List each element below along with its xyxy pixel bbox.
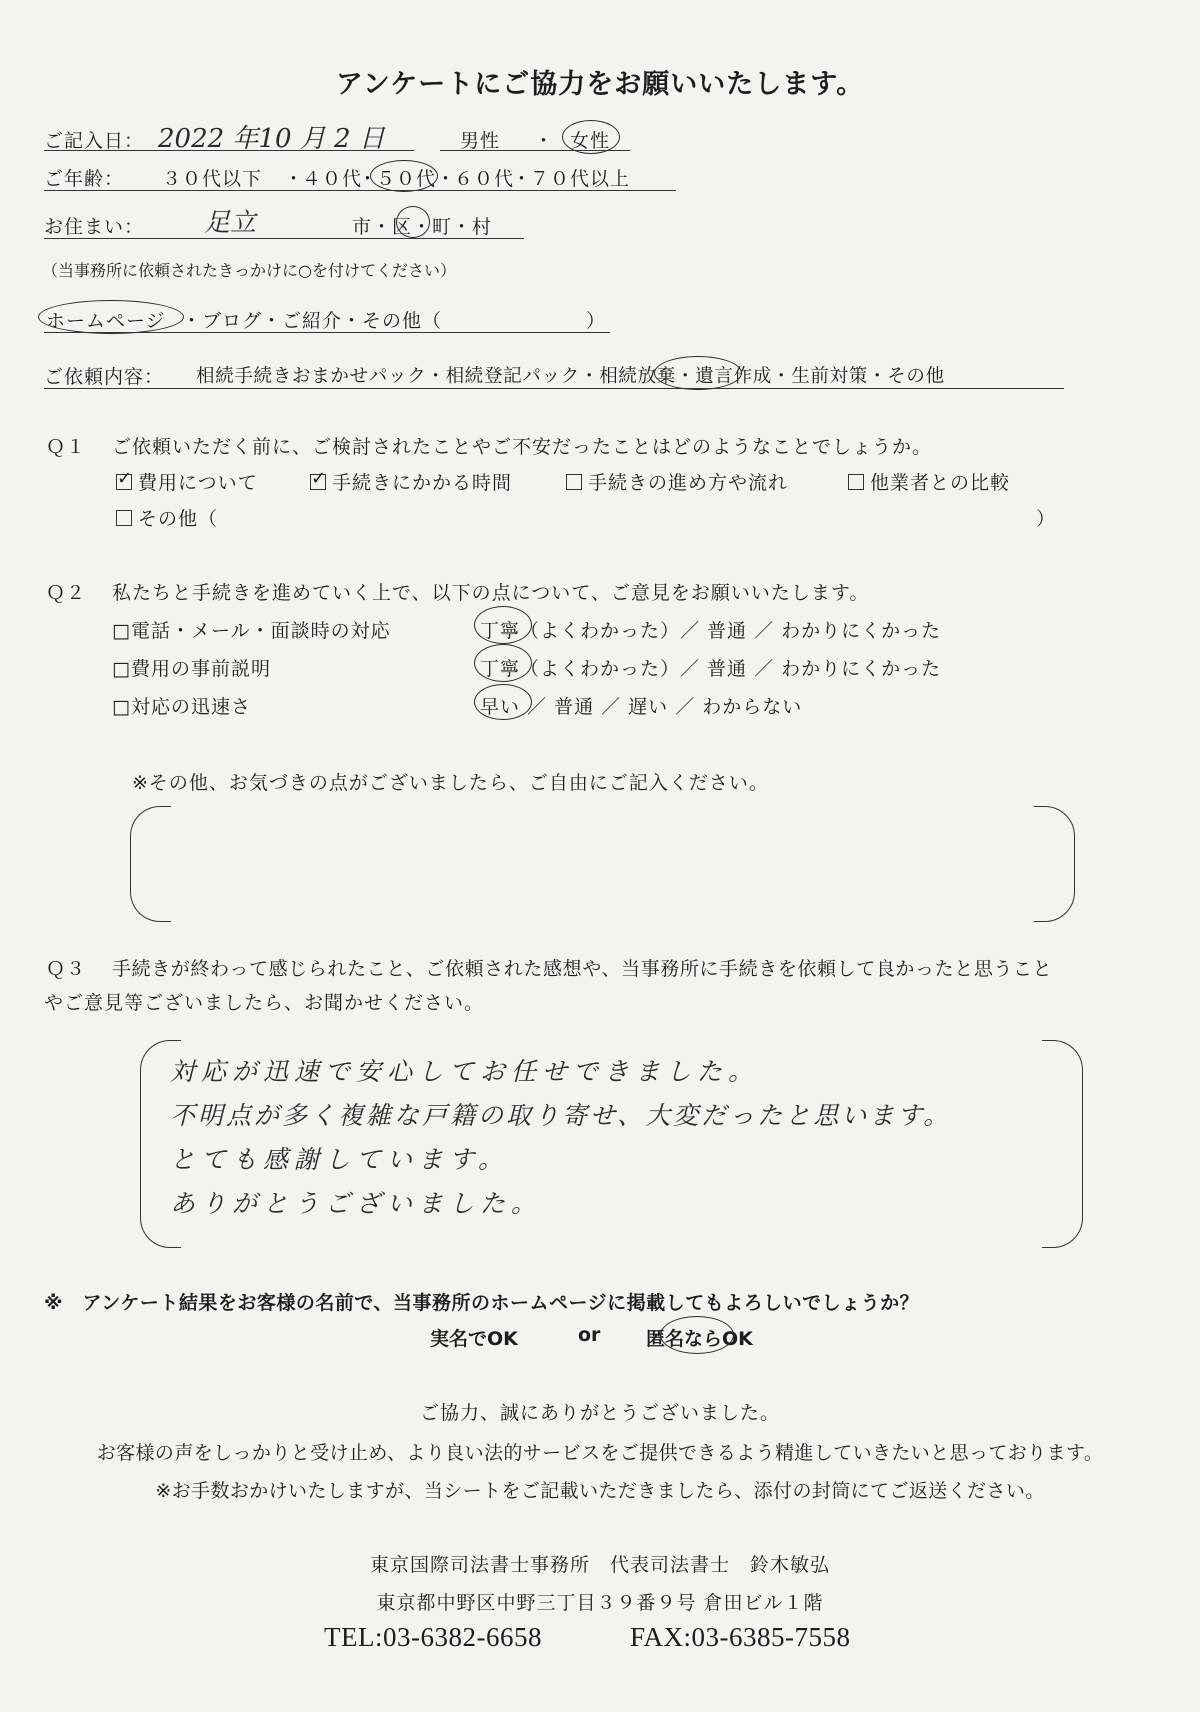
request-label: ご依頼内容： [44, 366, 165, 388]
q3-question-line1: 手続きが終わって感じられたこと、ご依頼された感想や、当事務所に手続きを依頼して良かったと思うこと [112, 958, 1053, 980]
gender-male[interactable]: 男性 [460, 130, 501, 152]
q1-other-close: ） [1036, 508, 1057, 530]
age-70plus[interactable]: ７０代以上 [530, 168, 631, 190]
gender-female[interactable]: 女性 [570, 130, 611, 152]
office-address: 東京都中野区中野三丁目３９番９号 倉田ビル１階 [376, 1592, 824, 1614]
q1-option-process[interactable]: 手続きの進め方や流れ [566, 468, 788, 495]
q2-question: 私たちと手続きを進めていく上で、以下の点について、ご意見をお願いいたします。 [112, 582, 870, 604]
q2-row2-selection-circle [474, 644, 532, 682]
publish-or: or [578, 1324, 601, 1346]
request-options[interactable]: 相続手続きおまかせパック・相続登記パック・相続放棄・遺言作成・生前対策・その他 [196, 366, 945, 387]
checkbox-icon[interactable] [116, 474, 132, 490]
office-name: 東京国際司法書士事務所 代表司法書士 鈴木敏弘 [369, 1554, 830, 1576]
address-label: お住まい： [44, 216, 145, 238]
trigger-note: （当事務所に依頼されたきっかけに○を付けてください） [42, 261, 456, 280]
office-tel: TEL:03-6382-6658 [324, 1622, 542, 1652]
trigger-homepage[interactable]: ホームページ [46, 310, 166, 332]
gender-selection-circle [562, 120, 620, 154]
q2-row3-selection-circle [474, 684, 532, 720]
address-type-options[interactable]: 市・区・町・村 [352, 216, 493, 238]
q2-row-label: □費用の事前説明 [112, 658, 271, 680]
q2-free-note: ※その他、お気づきの点がございましたら、ご自由にご記入ください。 [132, 772, 769, 794]
q1-option-compare[interactable]: 他業者との比較 [848, 468, 1010, 495]
trigger-close-paren: ） [586, 310, 607, 332]
publish-anonymous-ok[interactable]: 匿名ならOK [646, 1328, 753, 1350]
publish-real-name-ok[interactable]: 実名でOK [430, 1328, 518, 1350]
footer-thanks: ご協力、誠にありがとうございました。 [419, 1402, 780, 1424]
footer-return-note: ※お手数おかけいたしますが、当シートをご記載いただきましたら、添付の封筒にてご返送ください。 [155, 1480, 1045, 1502]
checkbox-icon[interactable] [848, 474, 864, 490]
q3-answer-text-area[interactable] [170, 1050, 1050, 1240]
q2-row1-selection-circle [474, 606, 532, 644]
q1-option-cost[interactable]: ✓費用について [116, 468, 258, 495]
checkbox-icon[interactable] [116, 510, 132, 526]
q2-row-label: □対応の迅速さ [112, 696, 251, 718]
office-fax: FAX:03-6385-7558 [630, 1622, 851, 1652]
q3-answer-line: 対応が迅速で安心してお任せできました。 [170, 1057, 760, 1086]
q2-number: Ｑ２ [46, 582, 87, 604]
trigger-other-options[interactable]: ・ブログ・ご紹介・その他（ [182, 310, 443, 332]
q3-question-line2: やご意見等ございましたら、お聞かせください。 [44, 992, 485, 1014]
checkbox-icon[interactable] [566, 474, 582, 490]
q1-option-other[interactable]: その他（ [116, 504, 218, 531]
page-title: アンケートにご協力をお願いいたします。 [335, 69, 865, 100]
q2-free-box-left [130, 806, 171, 922]
age-60s[interactable]: ６０代 [454, 168, 515, 190]
q2-row-answer[interactable]: 丁寧（よくわかった）／ 普通 ／ わかりにくかった [480, 620, 942, 642]
request-selection-circle [654, 356, 742, 390]
age-40s[interactable]: ４０代 [302, 168, 363, 190]
checkbox-icon[interactable] [310, 474, 326, 490]
q1-option-time[interactable]: ✓ 手続きにかかる時間 [310, 468, 512, 495]
publish-question: ※ アンケート結果をお客様の名前で、当事務所のホームページに掲載してもよろしいでしょうか？ [44, 1292, 920, 1314]
q2-row-answer[interactable]: 丁寧（よくわかった）／ 普通 ／ わかりにくかった [480, 658, 942, 680]
address-selection-circle [396, 206, 430, 238]
q2-row-answer[interactable]: 早い ／ 普通 ／ 遅い ／ わからない [480, 696, 803, 718]
q2-free-box-right [1034, 806, 1075, 922]
footer-message: お客様の声をしっかりと受け止め、より良い法的サービスをご提供できるよう精進していきたいと思っております。 [96, 1442, 1104, 1464]
date-label: ご記入日： [44, 130, 145, 152]
q2-free-text-area[interactable] [180, 810, 1020, 916]
age-50s[interactable]: ５０代 [376, 168, 437, 190]
gender-sep: ・ [534, 130, 555, 152]
q3-answer-line: とても感謝しています。 [170, 1145, 510, 1174]
q3-answer-line: ありがとうございました。 [170, 1189, 543, 1218]
age-label: ご年齢： [44, 168, 125, 190]
q2-row-label: □電話・メール・面談時の対応 [112, 620, 391, 642]
q1-question: ご依頼いただく前に、ご検討されたことやご不安だったことはどのようなことでしょうか。 [112, 436, 933, 458]
address-value[interactable]: 足立 [204, 208, 257, 238]
age-selection-circle [370, 160, 438, 192]
age-under30[interactable]: ３０代以下 [162, 168, 263, 190]
q1-number: Ｑ１ [46, 436, 87, 458]
trigger-selection-circle [38, 300, 184, 334]
publish-selection-circle [660, 1316, 734, 1354]
date-value[interactable]: 2022 年10 月 2 日 [158, 124, 385, 154]
q3-answer-line: 不明点が多く複雑な戸籍の取り寄せ、大変だったと思います。 [170, 1101, 952, 1130]
q3-number: Ｑ３ [46, 958, 87, 980]
